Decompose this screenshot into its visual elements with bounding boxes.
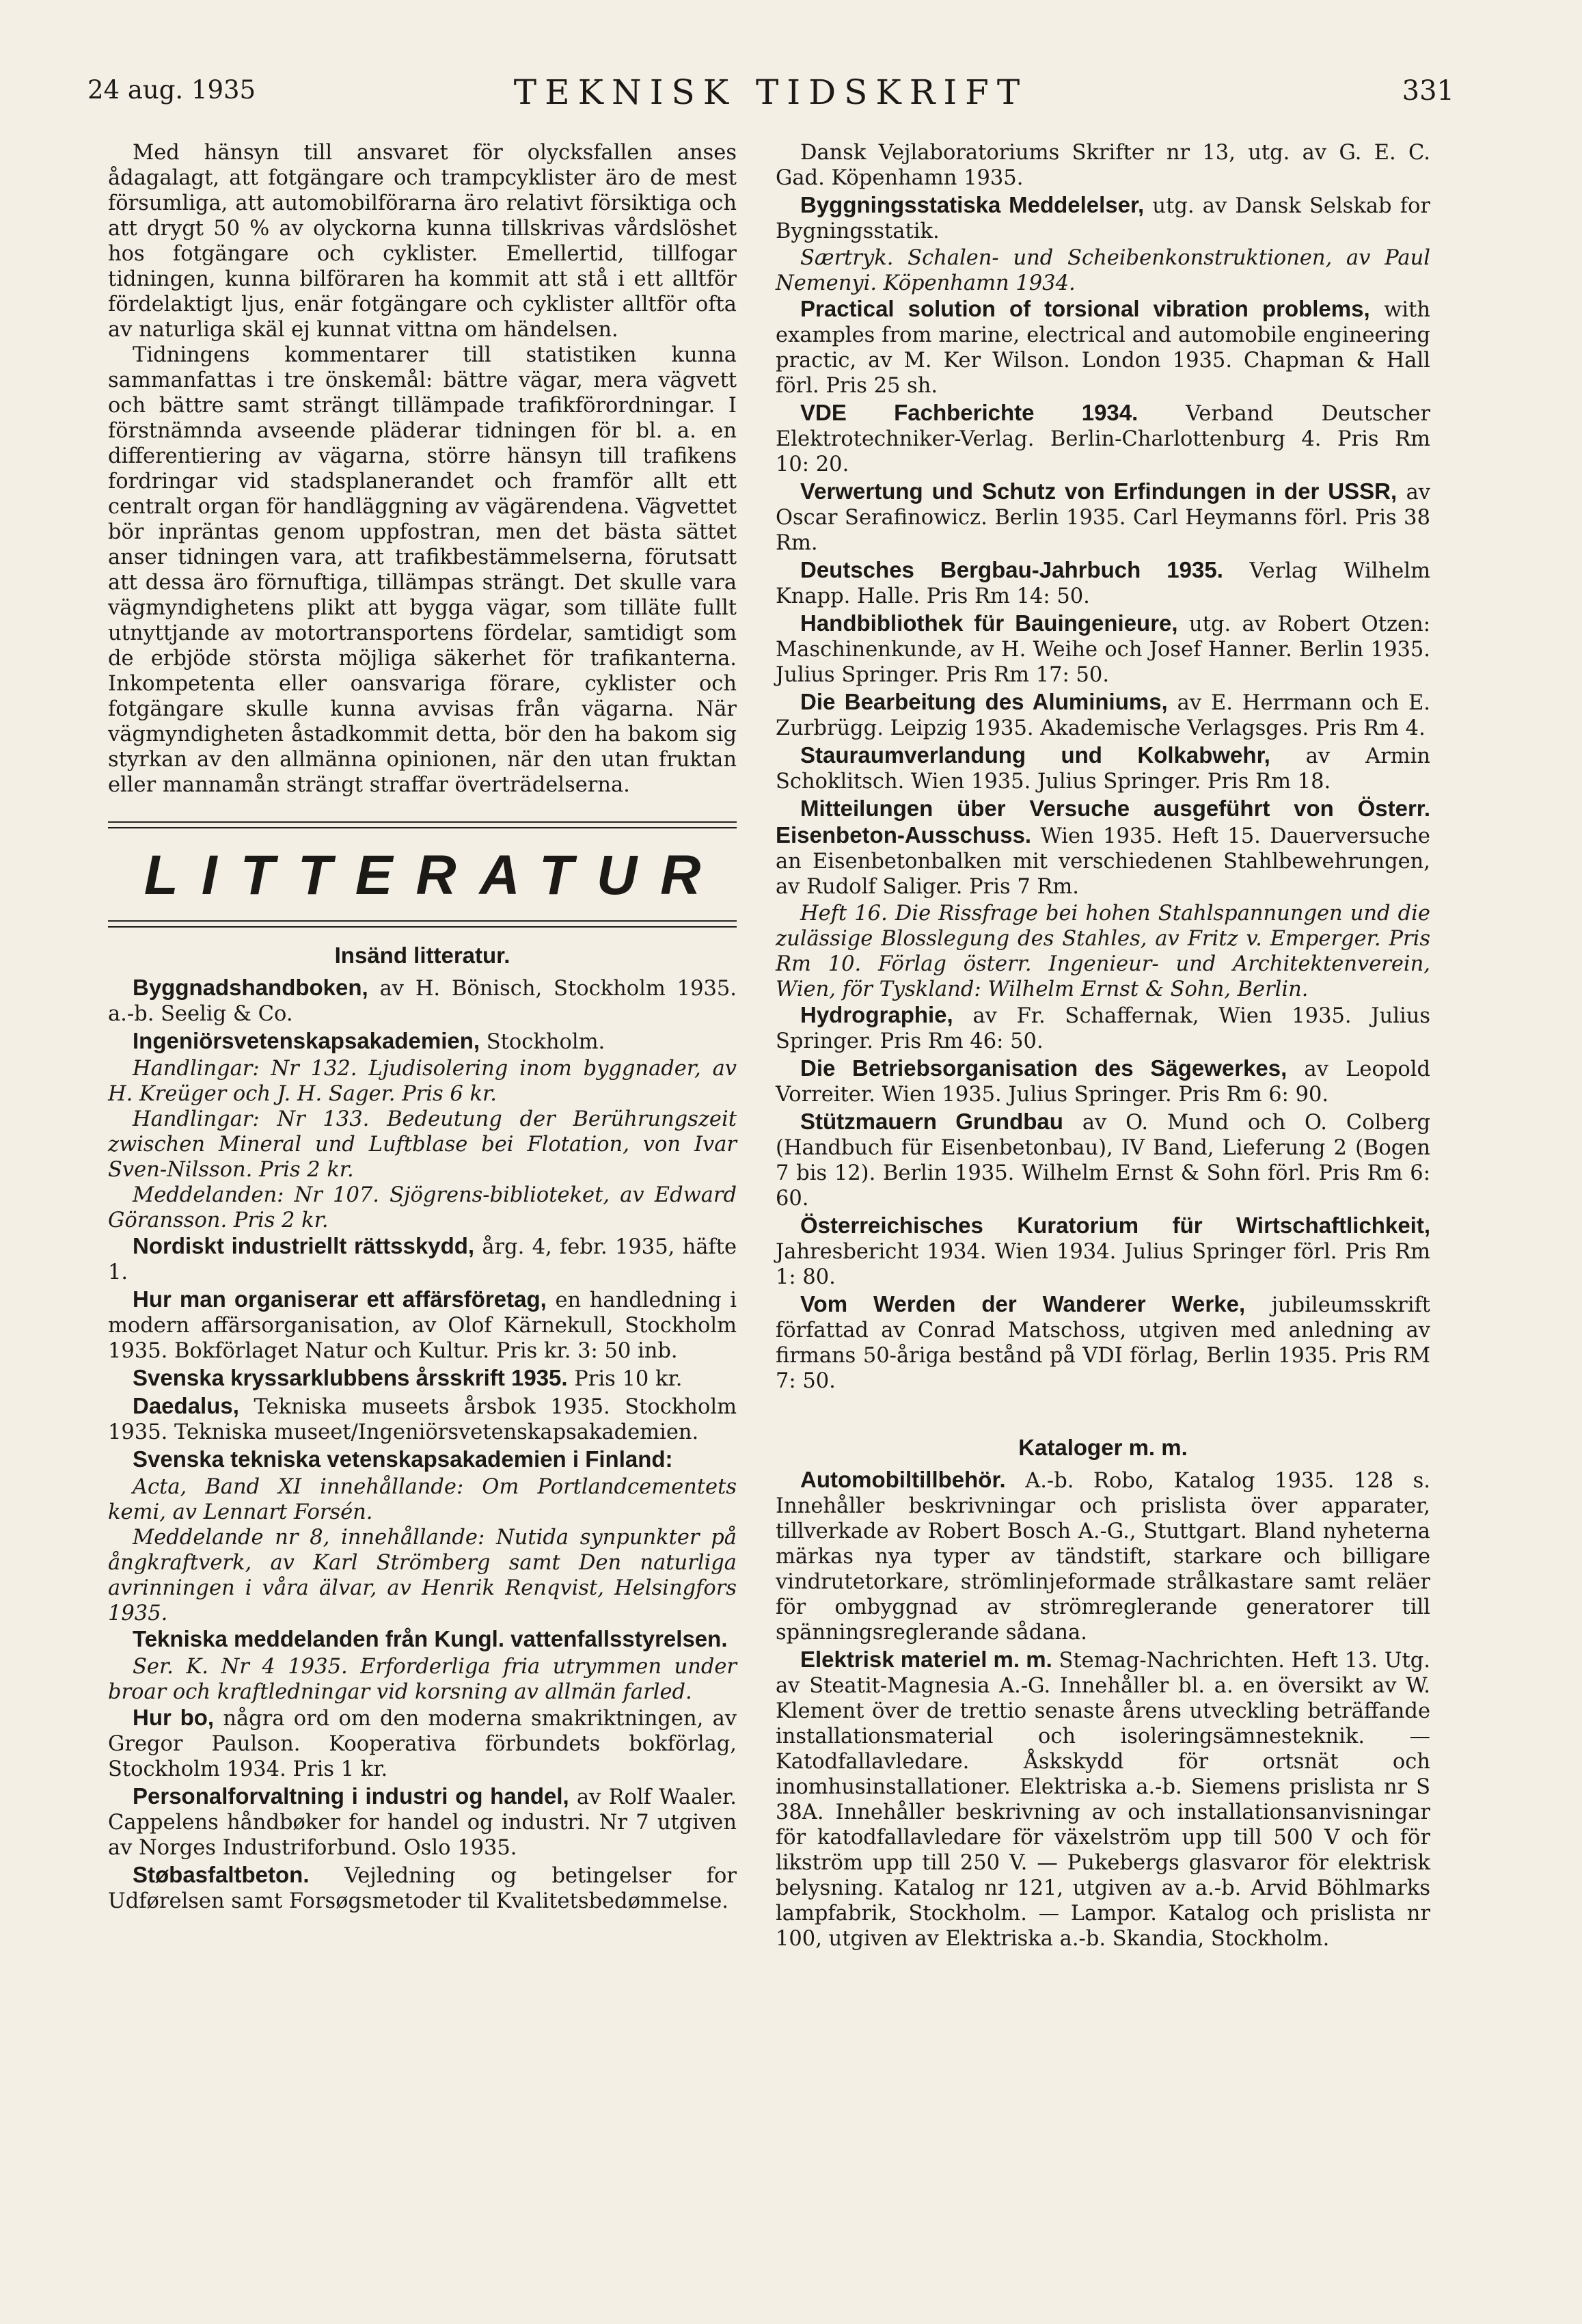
literature-entry (776, 140, 1430, 191)
literature-entry (776, 742, 1430, 794)
issue-date: 24 aug. 1935 (87, 75, 256, 105)
entry-title: Verwertung und Schutz von Erfindungen in der USSR, (800, 478, 1397, 504)
literature-entry (776, 1467, 1430, 1645)
literature-entry (776, 610, 1430, 688)
literature-subentry: Handlingar: Nr 132. Ljudisolering inom byggnader, av H. Kreüger och J. H. Sager. Pris 6 kr. (108, 1057, 737, 1106)
literature-subentry: Meddelanden: Nr 107. Sjögrens-bibliotekеt, av Edward Göransson. Pris 2 kr. (108, 1183, 737, 1232)
entry-text: av Leopold Vorreiter. Wien 1935. Julius Springer. Pris Rm 6: 90. (776, 1057, 1430, 1107)
literature-entry (108, 1028, 737, 1055)
entry-title: Svenska kryssarklubbens årsskrift 1935. (133, 1365, 568, 1390)
literature-entry (776, 1647, 1430, 1951)
literature-entry (776, 557, 1430, 609)
literature-entry (776, 796, 1430, 900)
entry-text: årg. 4, febr. 1935, häfte 1. (108, 1235, 737, 1284)
literature-list-left (108, 975, 737, 1914)
literature-entry (776, 1213, 1430, 1290)
literature-entry (776, 400, 1430, 477)
entry-title: Mitteilungen über Versuche ausgeführt von Österr. Eisenbeton-Ausschuss. (776, 796, 1430, 848)
entry-title: Stützmauern Grundbau (800, 1109, 1063, 1134)
literature-entry (108, 1393, 737, 1445)
literature-subentry: Særtryk. Schalen- und Scheibenkonstruktionen, av Paul Nemenyi. Köpenhamn 1934. (776, 246, 1430, 295)
literature-entry (776, 1109, 1430, 1211)
page-number: 331 (1402, 75, 1454, 107)
entry-title: Die Betriebsorganisation des Sägewerkes, (800, 1055, 1287, 1081)
entry-title: Deutsches Bergbau-Jahrbuch 1935. (800, 557, 1223, 582)
literature-list-right (776, 140, 1430, 1394)
literature-entry (776, 1002, 1430, 1054)
entry-title: Österreichisches Kuratorium für Wirtschaftlichkeit, (800, 1213, 1430, 1238)
literature-entry (108, 1626, 737, 1653)
entry-text: utg. av Dansk Selskab for Bygningsstatik. (776, 194, 1431, 243)
literature-entry (776, 689, 1430, 741)
entry-text: Jahresbericht 1934. Wien 1934. Julius Springer förl. Pris Rm 1: 80. (776, 1240, 1430, 1289)
entry-text: av Rolf Waaler. Cappelens håndbøker for handel og industri. Nr 7 utgiven av Norges Industriforbund. Oslo 1935. (108, 1785, 737, 1860)
entry-text: jubileumsskrift författad av Conrad Matschoss, utgiven med anledning av firmans 50-åriga bestånd på VDI förlag, Berlin 1935. Pris RM 7: 50. (776, 1293, 1430, 1393)
literature-subentry: Ser. K. Nr 4 1935. Erforderliga fria utrymmen under broar och kraftledningar vid korsning av allmän farled. (108, 1655, 737, 1704)
entry-title: Nordiskt industriellt rättsskydd, (133, 1233, 475, 1258)
entry-title: Ingeniörsvetenskapsakademien, (133, 1028, 480, 1053)
entry-text: utg. av Robert Otzen: Maschinenkunde, av H. Weihe och Josef Hanner. Berlin 1935. Julius Springer. Pris Rm 17: 50. (776, 612, 1430, 687)
literature-entry (108, 1286, 737, 1364)
left-column (108, 140, 737, 1915)
literature-entry (776, 478, 1430, 556)
entry-text: Verband Deutscher Elektrotechniker-Verlag. Berlin-Charlottenburg 4. Pris Rm 10: 20. (776, 402, 1430, 476)
entry-title: Hur bo, (133, 1705, 215, 1730)
entry-title: Automobiltillbehör. (800, 1467, 1006, 1492)
literature-entry (776, 192, 1430, 244)
literature-entry (108, 1783, 737, 1861)
entry-title: Hydrographie, (800, 1002, 953, 1027)
article-paragraph: Med hänsyn till ansvaret för olycksfallen anses ådagalagt, att fotgängare och trampcyklister äro de mest försumliga, att automobilförarna äro relativt försiktiga och att drygt 50 % av olyckorna kunna tillskrivas vårdslöshet hos fotgängare och cyklister. Emellertid, tillfogar tidningen, kunna bilföraren ha kommit att stå i ett alltför fördelaktigt ljus, enär fotgängare och cyklister alltför ofta av naturliga skäl ej kunnat vittna om händelsen. (108, 141, 737, 342)
right-column (776, 140, 1430, 1953)
entry-title: Daedalus, (133, 1393, 239, 1418)
entry-text: av O. Mund och O. Colberg (Handbuch für Eisenbetonbau), IV Band, Lieferung 2 (Bogen 7 bis 12). Berlin 1935. Wilhelm Ernst & Sohn förl. Pris Rm 6: 60. (776, 1111, 1430, 1211)
entry-title: Byggningsstatiska Meddelelser, (800, 192, 1145, 217)
literature-entry (108, 975, 737, 1027)
double-rule (108, 920, 737, 928)
literature-entry (776, 1291, 1430, 1394)
literature-entry (108, 1446, 737, 1473)
entry-text: Vejledning og betingelser for Udførelsen samt Forsøgsmetoder til Kvalitetsbedømmelse. (108, 1864, 737, 1913)
entry-text: Dansk Vejlaboratoriums Skrifter nr 13, utg. av G. E. C. Gad. Köpenhamn 1935. (776, 141, 1430, 190)
entry-title: Støbasfaltbeton. (133, 1862, 310, 1887)
literature-entry (776, 1055, 1430, 1107)
entry-title: Die Bearbeitung des Aluminiums, (800, 689, 1168, 714)
article-paragraph: Tidningens kommentarer till statistiken kunna sammanfattas i tre önskemål: bättre vägar, mera vägvett och bättre samt strängt tillämpade trafikförordningar. I förstnämnda avseende pläderar tidningen för bl. a. en differentiering av vägarna, större hänsyn till trafikens fordringar vid stadsplanerandet och framför allt ett centralt organ för handläggning av vägärendena. Vägvettet bör inpräntas genom uppfostran, men det bästa sättet anser tidningen vara, att trafikbestämmelserna, förutsatt att dessa äro förnuftiga, tillämpas strängt. Det skulle vara vägmyndighetens plikt att bygga vägar, som tilläte fullt utnyttjande av motortransportens fördelar, samtidigt som de erbjöde största möjliga säkerhet för trafikanterna. Inkompetenta eller oansvariga förare, cyklister och fotgängare skulle kunna avvisas från vägarna. När vägmyndigheten åstadkommit detta, bör den ha bakom sig styrkan av den allmänna opinionen, när den utan fruktan eller mannamån strängt straffar överträdelserna. (108, 343, 737, 797)
entry-title: Hur man organiserar ett affärsföretag, (133, 1286, 547, 1312)
subsection-heading: Insänd litteratur. (334, 943, 510, 968)
entry-text: några ord om den moderna smakriktningen, av Gregor Paulson. Kooperativa förbundets bokförlag, Stockholm 1934. Pris 1 kr. (108, 1707, 737, 1781)
literature-subentry: Acta, Band XI innehållande: Om Portlandcementets kemi, av Lennart Forsén. (108, 1475, 737, 1524)
literature-entry (108, 1233, 737, 1285)
entry-text: Tekniska museets årsbok 1935. Stockholm 1935. Tekniska museet/Ingeniörsvetenskapsakademien. (108, 1395, 737, 1444)
entry-title: Stauraumverlandung und Kolkabwehr, (800, 742, 1270, 768)
catalogue-list (776, 1467, 1430, 1951)
literature-entry (108, 1705, 737, 1782)
entry-title: Tekniska meddelanden från Kungl. vattenfallsstyrelsen. (133, 1626, 728, 1651)
entry-title: Practical solution of torsional vibration problems, (800, 296, 1370, 321)
literature-subentry: Heft 16. Die Rissfrage bei hohen Stahlspannungen und die zulässige Blosslegung des Stahles, av Fritz v. Emperger. Pris Rm 10. Förlag österr. Ingenieur- und Architektenverein, Wien, för Tyskland: Wilhelm Ernst & Sohn, Berlin. (776, 902, 1430, 1001)
entry-text: av E. Herrmann och E. Zurbrügg. Leipzig 1935. Akademische Verlagsges. Pris Rm 4. (776, 691, 1430, 740)
subsection-heading: Kataloger m. m. (1018, 1435, 1188, 1460)
entry-text: av Oscar Serafinowicz. Berlin 1935. Carl Heymanns förl. Pris 38 Rm. (776, 481, 1431, 555)
entry-title: Personalforvaltning i industri og handel, (133, 1783, 569, 1809)
entry-title: Byggnadshandboken, (133, 975, 368, 1000)
literature-subentry: Handlingar: Nr 133. Bedeutung der Berührungszeit zwischen Mineral und Luftblase bei Flotation, von Ivar Sven-Nilsson. Pris 2 kr. (108, 1107, 737, 1182)
entry-text: Verlag Wilhelm Knapp. Halle. Pris Rm 14: 50. (776, 559, 1430, 608)
entry-text: Pris 10 kr. (574, 1367, 683, 1391)
entry-text: av Armin Schoklitsch. Wien 1935. Julius Springer. Pris Rm 18. (776, 744, 1430, 794)
entry-title: Svenska tekniska vetenskapsakademien i Finland: (133, 1446, 673, 1472)
literature-subentry: Meddelande nr 8, innehållande: Nutida synpunkter på ångkraftverk, av Karl Strömberg samt Den naturliga avrinningen i våra älvar, av Henrik Renqvist, Helsingfors 1935. (108, 1526, 737, 1625)
entry-title: VDE Fachberichte 1934. (800, 400, 1138, 425)
entry-text: av Fr. Schaffernak, Wien 1935. Julius Springer. Pris Rm 46: 50. (776, 1004, 1430, 1053)
litteratur-banner (108, 821, 737, 928)
entry-title: Elektrisk materiel m. m. (800, 1647, 1052, 1672)
entry-text: en handledning i modern affärsorganisation, av Olof Kärnekull, Stockholm 1935. Bokförlaget Natur och Kultur. Pris kr. 3: 50 inb. (108, 1288, 737, 1363)
section-title: LITTERATUR (144, 844, 724, 906)
entry-title: Handbibliothek für Bauingenieure, (800, 610, 1178, 636)
entry-text: Stemag-Nachrichten. Heft 13. Utg. av Steatit-Magnesia A.-G. Innehåller bl. a. en översikt av W. Klement över de trettio senaste årens utveckling beträffande installationsmaterial och isoleringsämnesteknik. — Katodfallavledare. Åskskydd för ortsnät och inomhusinstallationer. Elektriska a.-b. Siemens prislista nr S 38A. Innehåller beskrivning av och installationsanvisningar för katodfallavledare för växelström upp till 500 V och för likström upp till 250 V. — Pukebergs glasvaror för elektrisk belysning. Katalog nr 121, utgiven av a.-b. Arvid Böhlmarks lampfabrik, Stockholm. — Lampor. Katalog och prislista nr 100, utgiven av Elektriska a.-b. Skandia, Stockholm. (776, 1649, 1430, 1951)
journal-title: TEKNISK TIDSKRIFT (513, 72, 1028, 112)
entry-text: Wien 1935. Heft 15. Dauerversuche an Eisenbetonbalken mit verschiedenen Stahlbewehrungen, av Rudolf Saliger. Pris 7 Rm. (776, 824, 1430, 899)
entry-text: A.-b. Robo, Katalog 1935. 128 s. Innehåller beskrivningar och prislista över apparater, tillverkade av Robert Bosch A.-G., Stuttgart. Bland nyheterna märkas nya typer av tändstift, starkare och billigare vindrutetorkare, strömlinjeformade strålkastare samt reläer för ombyggnad av strömreglerande generatorer till spänningsreglerande sådana. (776, 1469, 1430, 1645)
page-header (87, 72, 1454, 123)
literature-entry (776, 296, 1430, 398)
entry-text: with examples from marine, electrical and automobile engineering practic, av M. Ker Wilson. London 1935. Chapman & Hall förl. Pris 25 sh. (776, 298, 1430, 398)
double-rule (108, 821, 737, 828)
literature-entry (108, 1862, 737, 1914)
literature-entry (108, 1365, 737, 1392)
entry-title: Vom Werden der Wanderer Werke, (800, 1291, 1246, 1316)
entry-text: Stockholm. (486, 1030, 605, 1054)
entry-text: av H. Bönisch, Stockholm 1935. a.-b. Seelig & Co. (108, 977, 737, 1026)
